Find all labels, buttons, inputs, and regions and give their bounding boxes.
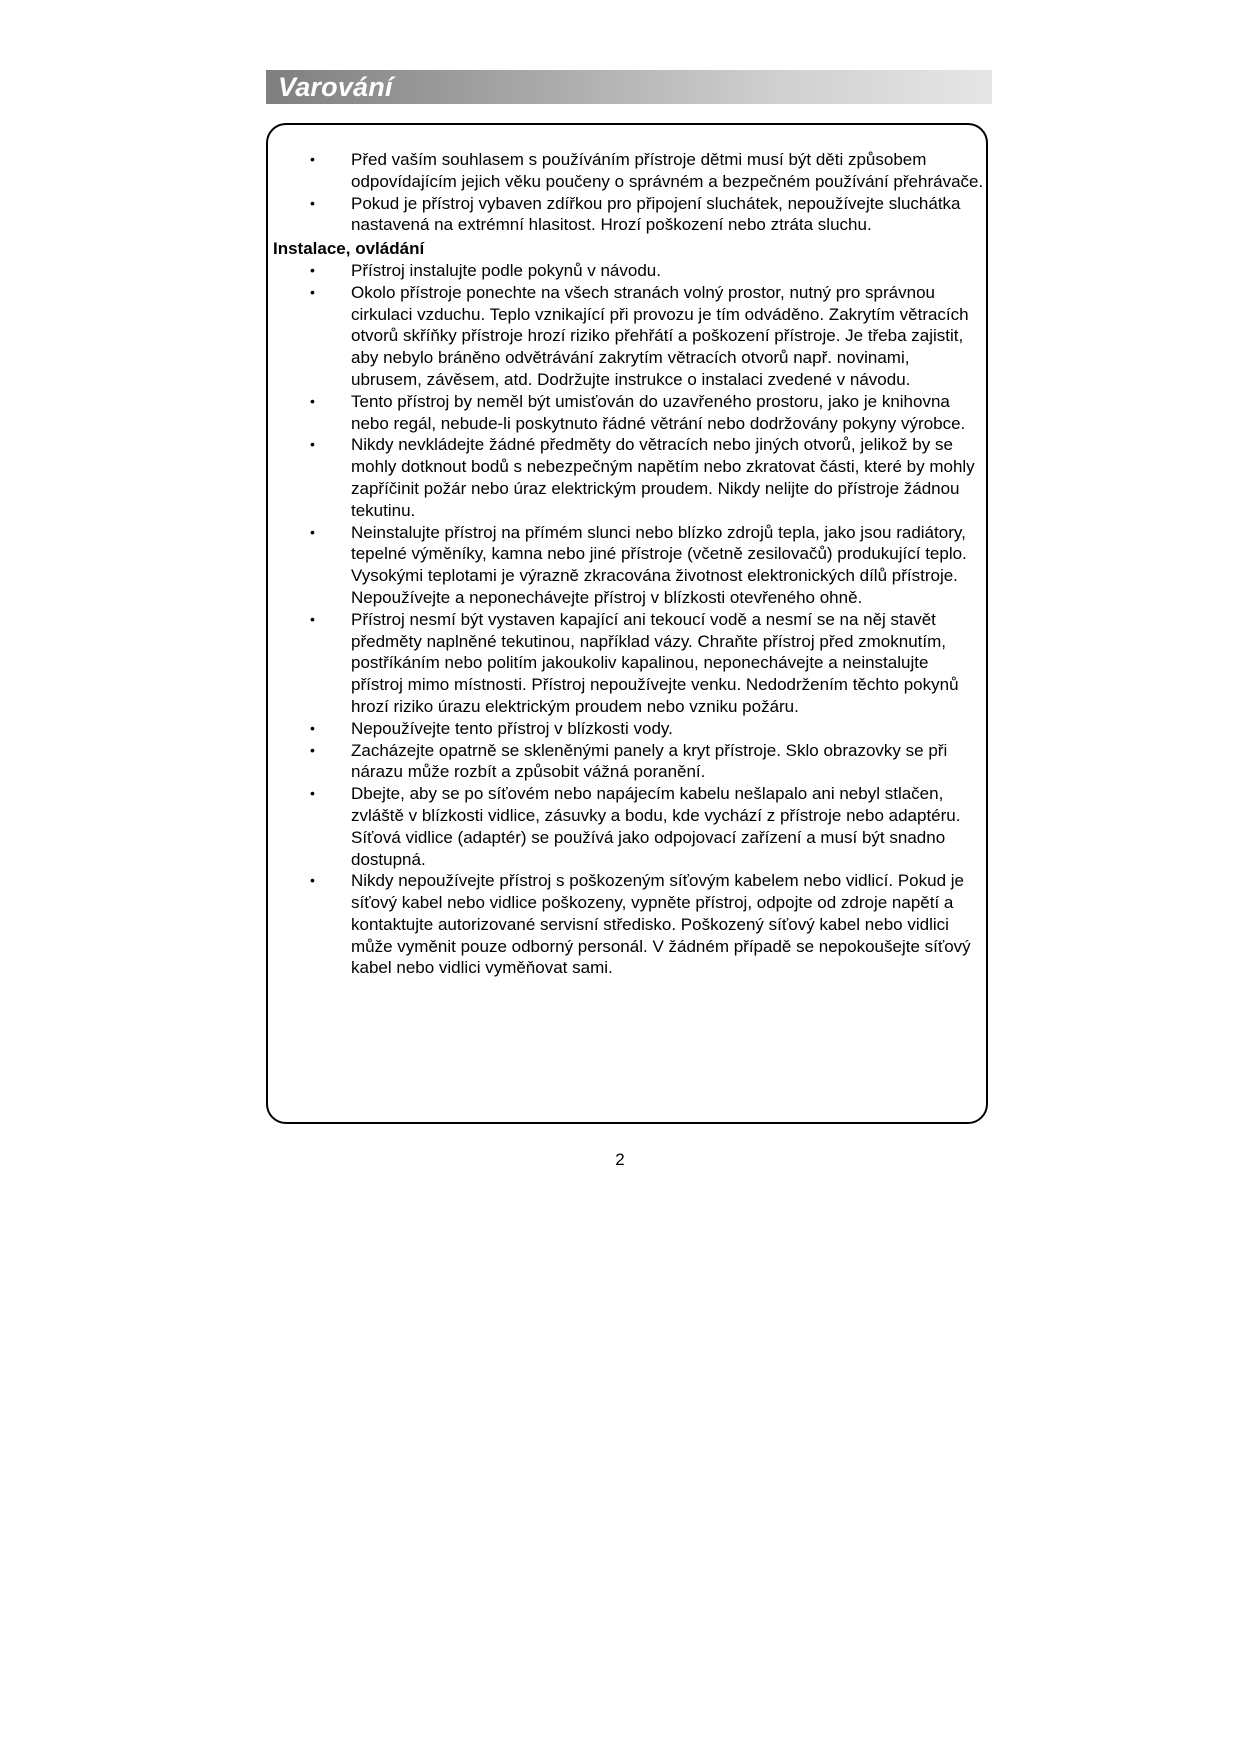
bullet-icon: • bbox=[310, 194, 315, 211]
bullet-icon: • bbox=[310, 785, 315, 802]
list-item-text: Nikdy nevkládejte žádné předměty do větracích nebo jiných otvorů, jelikož by se mohly dotknout bodů s nebezpečným napětím nebo zkratovat části, které by mohly zapříčinit požár nebo úraz elektrickým proudem. Nikdy nelijte do přístroje žádnou tekutinu. bbox=[351, 435, 975, 520]
list-item bbox=[273, 609, 985, 718]
page-title: Varování bbox=[278, 72, 393, 102]
bullet-icon: • bbox=[310, 741, 315, 758]
bullet-icon: • bbox=[310, 872, 315, 889]
list-item-text: Zacházejte opatrně se skleněnými panely a kryt přístroje. Sklo obrazovky se při nárazu může rozbít a způsobit vážná poranění. bbox=[351, 740, 948, 782]
list-item bbox=[273, 783, 985, 870]
list-item-text: Přístroj instalujte podle pokynů v návodu. bbox=[351, 260, 661, 280]
bullet-icon: • bbox=[310, 283, 315, 300]
list-item-text: Neinstalujte přístroj na přímém slunci nebo blízko zdrojů tepla, jako jsou radiátory, tepelné výměníky, kamna nebo jiné přístroje (včetně zesilovačů) produkující teplo. Vysokými teplotami je výrazně zkracována životnost elektronických dílů přístroje. Nepoužívejte a neponechávejte přístroj v blízkosti otevřeného ohně. bbox=[351, 522, 967, 607]
list-item-text: Před vaším souhlasem s používáním přístroje dětmi musí být děti způsobem odpovídajícím jejich věku poučeny o správném a bezpečném používání přehrávače. bbox=[351, 150, 984, 191]
list-item-text: Dbejte, aby se po síťovém nebo napájecím kabelu nešlapalo ani nebyl stlačen, zvláště v blízkosti vidlice, zásuvky a bodu, kde vychází z přístroje nebo adaptéru. Síťová vidlice (adaptér) se používá jako odpojovací zařízení a musí být snadno dostupná. bbox=[351, 784, 961, 869]
list-item bbox=[273, 391, 985, 435]
bullet-icon: • bbox=[310, 523, 315, 540]
list-item-text: Tento přístroj by neměl být umisťován do uzavřeného prostoru, jako je knihovna nebo regál, nebude-li poskytnuto řádné větrání nebo dodržovány pokyny výrobce. bbox=[351, 391, 966, 433]
bullet-icon: • bbox=[310, 610, 315, 627]
bullet-icon: • bbox=[310, 151, 315, 167]
section-heading: Instalace, ovládání bbox=[273, 239, 425, 259]
list-item bbox=[273, 434, 985, 521]
list-item bbox=[273, 282, 985, 391]
page-number: 2 bbox=[615, 1150, 625, 1169]
list-item bbox=[273, 260, 985, 282]
list-item bbox=[273, 193, 985, 237]
bullet-icon: • bbox=[310, 261, 315, 278]
list-item bbox=[273, 149, 985, 193]
list-item bbox=[273, 522, 985, 609]
warning-content bbox=[273, 149, 985, 979]
installation-bullet-list bbox=[273, 260, 985, 979]
list-item-text: Přístroj nesmí být vystaven kapající ani tekoucí vodě a nesmí se na něj stavět předměty naplněné tekutinou, například vázy. Chraňte přístroj před zmoknutím, postříkáním nebo politím jakoukoliv kapalinou, neponechávejte a neinstalujte přístroj mimo místnosti. Přístroj nepoužívejte venku. Nedodržením těchto pokynů hrozí riziko úrazu elektrickým proudem nebo vzniku požáru. bbox=[351, 609, 959, 716]
bullet-icon: • bbox=[310, 719, 315, 736]
list-item-text: Nikdy nepoužívejte přístroj s poškozeným síťovým kabelem nebo vidlicí. Pokud je síťový kabel nebo vidlice poškozeny, vypněte přístroj, odpojte od zdroje napětí a kontaktujte autorizované servisní středisko. Poškozený síťový kabel nebo vidlici může vyměnit pouze odborný personál. V žádném případě se nepokoušejte síťový kabel nebo vidlici vyměňovat sami. bbox=[351, 871, 971, 978]
bullet-icon: • bbox=[310, 392, 315, 409]
page-header-bar bbox=[266, 70, 992, 104]
list-item bbox=[273, 740, 985, 784]
bullet-icon: • bbox=[310, 436, 315, 453]
intro-bullet-list bbox=[273, 149, 985, 236]
list-item-text: Nepoužívejte tento přístroj v blízkosti vody. bbox=[351, 718, 673, 738]
list-item bbox=[273, 718, 985, 740]
list-item-text: Pokud je přístroj vybaven zdířkou pro připojení sluchátek, nepoužívejte sluchátka nastavená na extrémní hlasitost. Hrozí poškození nebo ztráta sluchu. bbox=[351, 193, 961, 235]
list-item bbox=[273, 870, 985, 979]
warning-content-box bbox=[266, 123, 988, 1124]
list-item-text: Okolo přístroje ponechte na všech stranách volný prostor, nutný pro správnou cirkulaci vzduchu. Teplo vznikající při provozu je tím odváděno. Zakrytím větracích otvorů skříňky přístroje hrozí riziko přehřátí a poškození přístroje. Je třeba zajistit, aby nebylo bráněno odvětrávání zakrytím větracích otvorů např. novinami, ubrusem, závěsem, atd. Dodržujte instrukce o instalaci zvedené v návodu. bbox=[351, 282, 969, 389]
